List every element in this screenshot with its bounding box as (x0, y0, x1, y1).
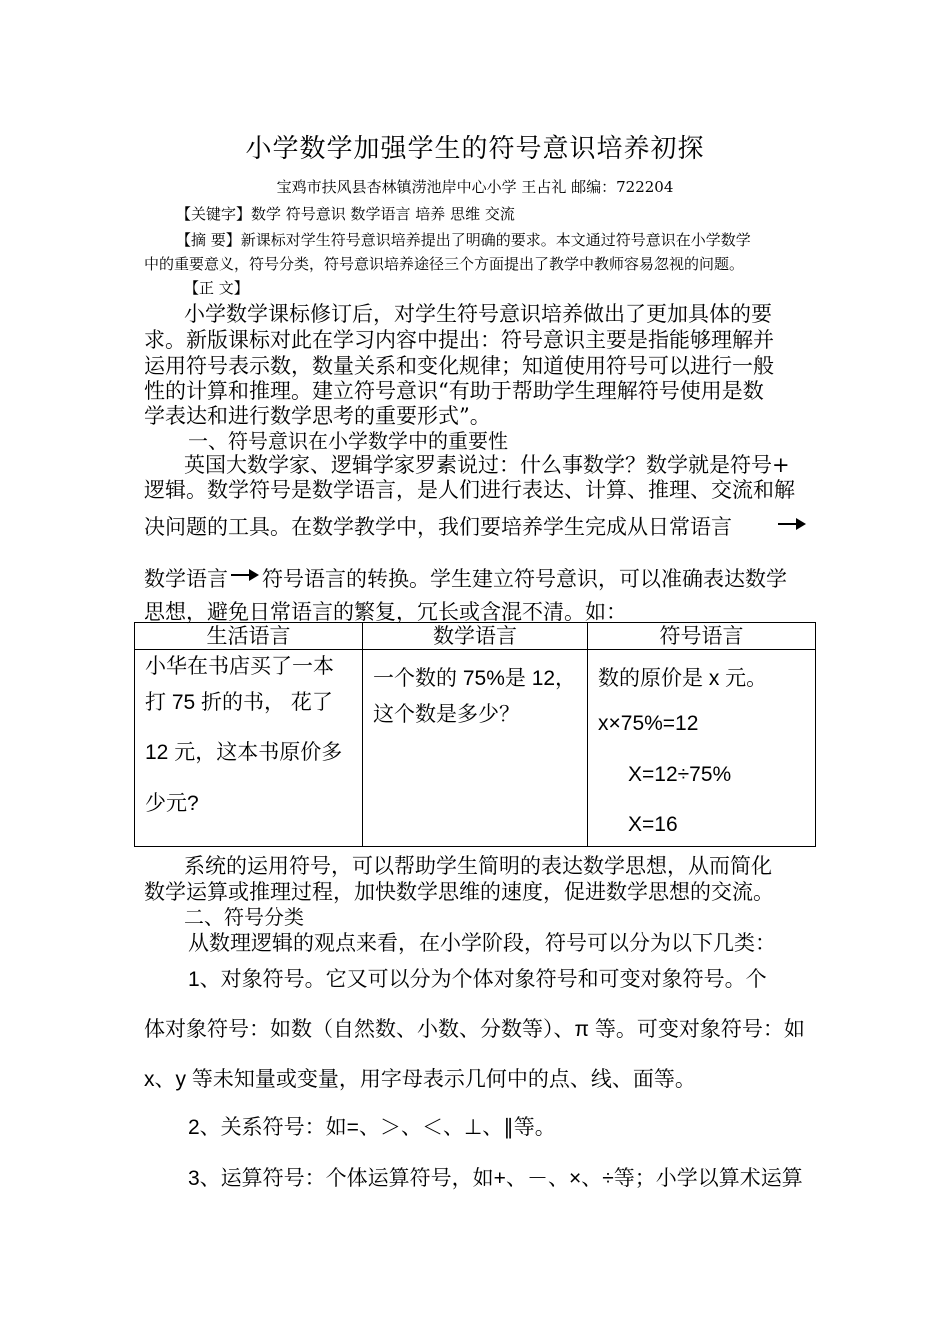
table-cell-daily-language (135, 650, 363, 847)
paragraph-line: 系统的运用符号，可以帮助学生简明的表达数学思想，从而简化 (184, 854, 772, 878)
keywords-line: 【关键字】数学 符号意识 数学语言 培养 思维 交流 (176, 205, 515, 223)
table-header-row (135, 623, 816, 650)
table-cell-symbol-language (588, 650, 816, 847)
section-2-line: 1、对象符号。它又可以分为个体对象符号和可变对象符号。个 (188, 968, 767, 991)
section-1-line: 数学语言 (144, 567, 228, 591)
table-row (135, 650, 816, 847)
intro-line: 求。新版课标对此在学习内容中提出：符号意识主要是指能够理解并 (144, 328, 774, 352)
section-1-line: 英国大数学家、逻辑学家罗素说过：什么事数学？数学就是符号+ (184, 453, 790, 477)
table-header: 生活语言 (135, 623, 363, 650)
intro-line: 小学数学课标修订后，对学生符号意识培养做出了更加具体的要 (184, 302, 772, 326)
author-line: 宝鸡市扶风县杏林镇涝池岸中心小学 王占礼 邮编：722204 (276, 178, 674, 196)
section-2-line: 从数理逻辑的观点来看，在小学阶段，符号可以分为以下几类： (188, 931, 776, 955)
table-cell-math-language (363, 650, 588, 847)
abstract-line-2: 中的重要意义，符号分类，符号意识培养途径三个方面提出了教学中教师容易忽视的问题。 (144, 255, 745, 273)
section-2-line: 2、关系符号：如=、＞、＜、⊥、∥等。 (188, 1116, 556, 1139)
cell-line: x×75%=12 (598, 712, 699, 735)
arrow-icon (776, 515, 808, 531)
cell-line: X=12÷75% (628, 763, 732, 786)
body-heading: 【正 文】 (184, 279, 249, 297)
section-1-line: 逻辑。数学符号是数学语言，是人们进行表达、计算、推理、交流和解 (144, 478, 795, 502)
intro-line: 性的计算和推理。建立符号意识“有助于帮助学生理解符号使用是数 (144, 379, 764, 403)
cell-line: 数的原价是 x 元。 (598, 667, 768, 690)
abstract-line-1: 【摘 要】新课标对学生符号意识培养提出了明确的要求。本文通过符号意识在小学数学 (176, 231, 751, 249)
section-1-line: 思想，避免日常语言的繁复，冗长或含混不清。如： (144, 600, 627, 624)
paragraph-line: 数学运算或推理过程，加快数学思维的速度，促进数学思想的交流。 (144, 880, 774, 904)
cell-line: 小华在书店买了一本 (145, 655, 334, 678)
section-2-line: 3、运算符号：个体运算符号，如+、－、×、÷等；小学以算术运算 (188, 1167, 803, 1190)
cell-line: 12 元，这本书原价多 (145, 741, 343, 764)
cell-line: 一个数的 75%是 12， (373, 667, 577, 690)
intro-line: 学表达和进行数学思考的重要形式”。 (144, 404, 491, 428)
cell-line: 这个数是多少？ (373, 703, 520, 726)
section-1-title: 一、符号意识在小学数学中的重要性 (188, 429, 508, 453)
arrow-icon (229, 566, 261, 582)
table-header: 符号语言 (588, 623, 816, 650)
table-header: 数学语言 (363, 623, 588, 650)
cell-line: X=16 (628, 813, 678, 836)
section-1-line: 符号语言的转换。学生建立符号意识，可以准确表达数学 (262, 567, 787, 591)
section-2-line: x、y 等未知量或变量，用字母表示几何中的点、线、面等。 (144, 1068, 696, 1091)
cell-line: 打 75 折的书， 花了 (145, 691, 333, 714)
section-2-title: 二、符号分类 (184, 905, 304, 929)
section-1-line: 决问题的工具。在数学教学中，我们要培养学生完成从日常语言 (144, 515, 732, 539)
intro-line: 运用符号表示数，数量关系和变化规律；知道使用符号可以进行一般 (144, 354, 774, 378)
language-comparison-table (134, 622, 816, 847)
section-2-line: 体对象符号：如数（自然数、小数、分数等）、π 等。可变对象符号：如 (144, 1018, 805, 1041)
cell-line: 少元? (145, 792, 199, 815)
page-title: 小学数学加强学生的符号意识培养初探 (245, 134, 705, 164)
